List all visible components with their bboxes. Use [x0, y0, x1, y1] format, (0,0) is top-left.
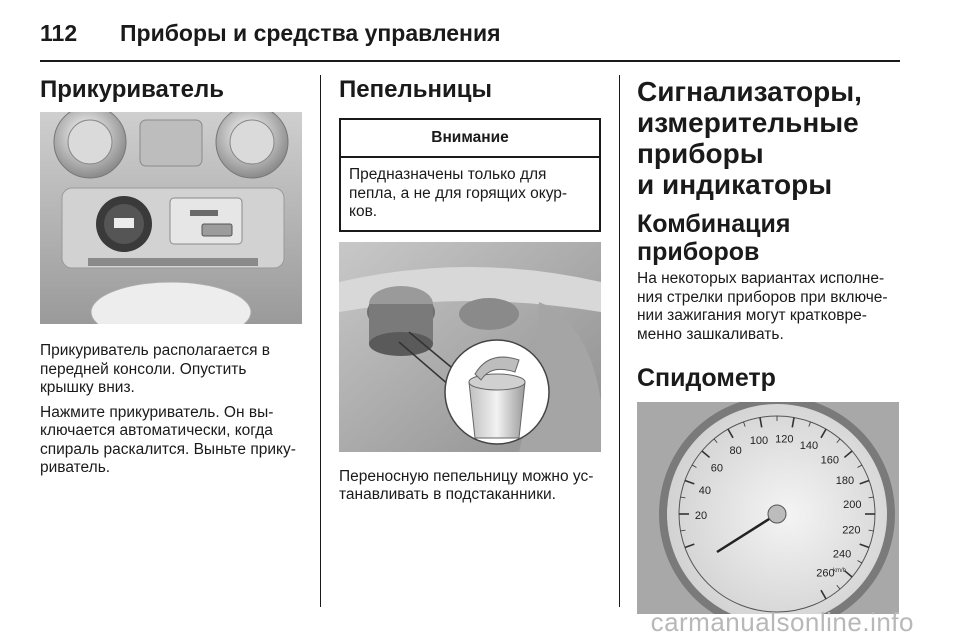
chapter-heading-line-4: и индикаторы [637, 169, 833, 200]
speedometer-label: 220 [842, 524, 861, 537]
page-number: 112 [40, 20, 78, 46]
header-rule [40, 60, 900, 62]
column-instruments [637, 76, 899, 614]
speedometer-label: 160 [820, 454, 840, 467]
chapter-heading-line-1: Сигнализаторы, [637, 76, 862, 107]
section-heading-speedometer: Спидометр [637, 364, 776, 392]
unit-label: km/h [833, 568, 847, 574]
running-title: Приборы и средства управления [120, 20, 501, 46]
paragraph-1: На некоторых вариантах исполне-ния стрелки приборов при включе-нии зажигания могут кратковре-менно зашкаливать. [637, 270, 888, 343]
watermark: carmanualsonline.info [650, 607, 914, 637]
column-divider-1 [320, 75, 321, 607]
paragraph-2: Нажмите прикуриватель. Он вы-ключается автоматически, когда спираль раскалится. Выньте прику-риватель. [40, 403, 296, 476]
caution-text: Предназначены только для пепла, а не для горящих окур-ков. [349, 166, 568, 220]
speedometer-label: 260 [816, 567, 835, 580]
speedometer-label: 80 [729, 445, 742, 458]
cigarette-lighter-photo [40, 112, 302, 324]
column-ashtrays [339, 76, 601, 505]
speedometer-label: 60 [710, 462, 724, 475]
section-heading: Комбинация приборов [637, 210, 791, 266]
column-cigarette-lighter [40, 76, 302, 478]
speedometer-label: 40 [698, 484, 712, 497]
speedometer-label: 180 [835, 474, 855, 487]
speedometer-label: 140 [799, 440, 819, 453]
column-divider-2 [619, 75, 620, 607]
speedometer-label: 200 [843, 499, 862, 512]
chapter-heading-line-3: приборы [637, 138, 764, 169]
section-heading: Пепельницы [339, 76, 492, 103]
speedometer-photo [637, 402, 899, 614]
paragraph-1: Прикуриватель располагается в передней консоли. Опустить крышку вниз. [40, 342, 271, 396]
section-heading: Прикуриватель [40, 76, 225, 103]
paragraph-1: Переносную пепельницу можно ус-танавливать в подстаканники. [339, 467, 594, 503]
page-header [40, 18, 900, 58]
caution-box [339, 118, 601, 232]
speedometer-label: 100 [749, 435, 769, 448]
ashtray-photo [339, 242, 601, 452]
speedometer-label: 20 [694, 509, 708, 522]
speedometer-label: 240 [832, 548, 852, 561]
chapter-heading-line-2: измерительные [637, 107, 859, 138]
speedometer-label: 120 [775, 433, 794, 446]
caution-title: Внимание [341, 120, 599, 158]
